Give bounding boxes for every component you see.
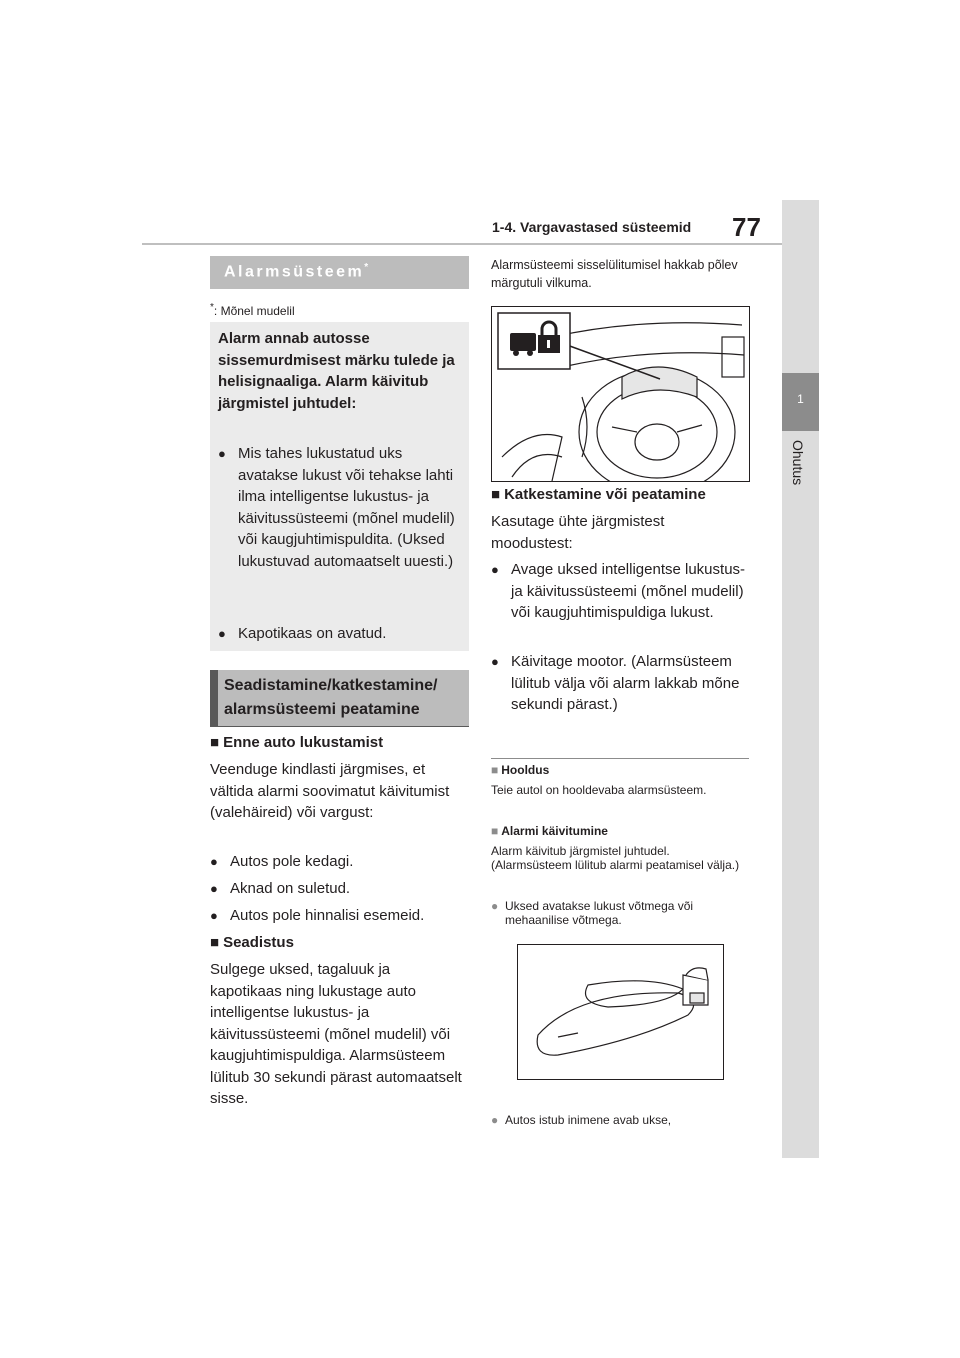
info-box [210,322,469,651]
note-heading-alarm-trigger: ■ Alarmi käivitumine [491,824,608,838]
page-number: 77 [732,212,761,242]
footnote-text: : Mõnel mudelil [213,304,295,318]
footnote-marker: * [210,302,214,313]
paragraph: Alarmsüsteemi sisselülitumisel hakkab põlev märgutuli vilkuma. [491,258,738,290]
list-item: ● Autos pole hinnalisi esemeid. [210,905,424,927]
dashboard-illustration [491,306,750,482]
heading-alarm-system [210,256,469,289]
paragraph: Veenduge kindlasti järgmises, et vältida alarmi soovimatut käivitumist (valehäireid) või vargust: [210,761,450,821]
list-item: ● Käivitage mootor. (Alarmsüsteem lülitub välja või alarm lakkab mõne sekundi pärast.) [491,651,746,716]
heading1-marker: * [364,262,371,273]
side-tab-number: 1 [797,392,804,406]
subheading-before-locking: ■ Enne auto lukustamist [210,734,383,751]
note-list-item: ● Uksed avatakse lukust võtmega või mehaanilise võtmega. [491,900,750,927]
list-item: ● Aknad on suletud. [210,878,350,900]
note-list-item: ● Autos istub inimene avab ukse, [491,1114,750,1128]
door-handle-illustration [517,944,724,1080]
list-item: ● Autos pole kedagi. [210,851,353,873]
side-tab-label [784,440,814,500]
list-item: ● Avage uksed intelligentse lukustus- ja käivitussüsteemi (mõnel mudelil) või kaugjuhtimispuldiga lukust. [491,559,746,624]
note-text: Teie autol on hooldevaba alarmsüsteem. [491,783,707,797]
section-title: 1-4. Vargavastased süsteemid [492,219,692,235]
header-rule [142,243,782,245]
subheading-cancel: ■ Katkestamine või peatamine [491,486,706,503]
note-text: Alarm käivitub järgmistel juhtudel. (Alarmsüsteem lülitub alarmi peatamisel välja.) [491,844,740,872]
footnote [210,302,295,318]
paragraph: Sulgege uksed, tagaluuk ja kapotikaas ning lukustage auto intelligentse lukustus- ja käivitussüsteemi (mõnel mudelil) või kaugjuhtimispuldiga. Alarmsüsteem lülitub 30 sekundi pärast automaatselt sisse. [210,961,462,1107]
heading-setup [210,670,469,726]
side-tab-label-text: Ohutus [790,440,806,486]
dashboard-drawing [492,307,749,481]
info-bullet: ● Kapotikaas on avatud. [218,623,463,645]
heading2-text: Seadistamine/katkestamine/ alarmsüsteemi peatamine [224,677,438,718]
notes-rule [491,758,749,759]
side-tab [782,200,819,1158]
heading2-rule [210,726,469,727]
info-lead: Alarm annab autosse sissemurdmisest märku tulede ja helisignaaliga. Alarm käivitub järgmistel juhtudel: [218,330,455,412]
info-bullet: ● Mis tahes lukustatud uks avatakse lukust või tehakse lahti ilma intelligentse lukustus- ja käivitussüsteemi (mõnel mudelil) või kaugjuhtimispuldita. (Uksed lukustuvad automaatselt uuesti.) [218,443,463,572]
note-heading-maintenance: ■ Hooldus [491,763,549,777]
paragraph: Kasutage ühte järgmistest moodustest: [491,513,665,552]
heading1-text: Alarmsüsteem [224,263,365,281]
subheading-setup: ■ Seadistus [210,934,294,951]
door-handle-drawing [518,945,723,1079]
